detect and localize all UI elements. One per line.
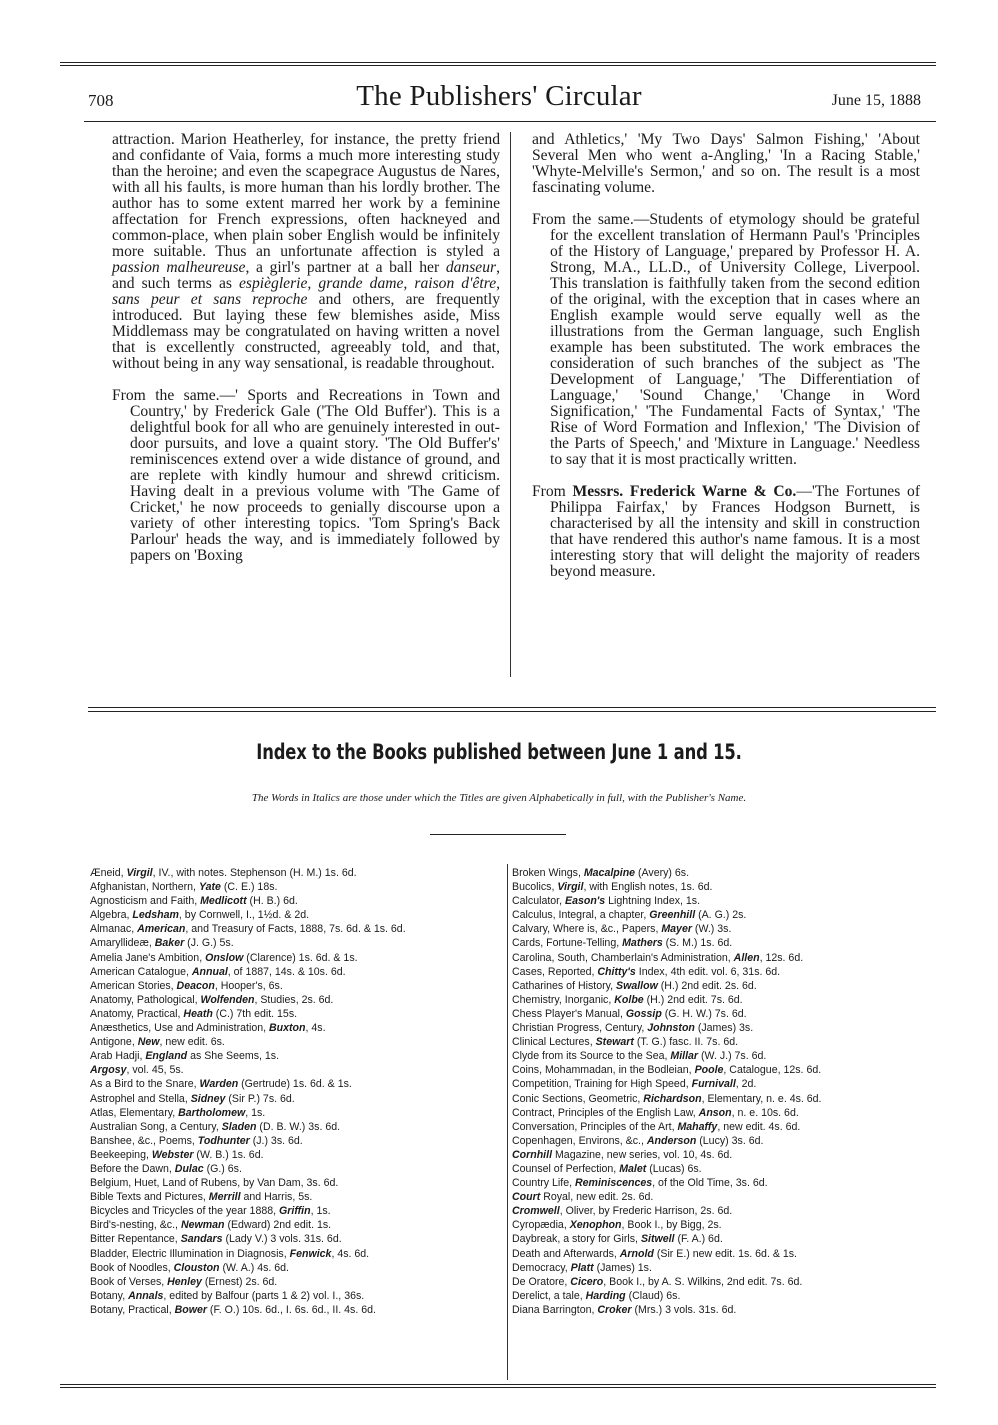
italic-term: Macalpine	[583, 867, 636, 879]
italic-term: Sladen	[221, 1120, 257, 1133]
index-entry	[512, 1134, 922, 1148]
italic-term: Anderson	[646, 1134, 697, 1147]
italic-term: Bartholomew	[178, 1106, 246, 1119]
index-entry	[512, 922, 922, 936]
text-run: Book of Noodles,	[90, 1261, 174, 1274]
text-run: (Lady V.) 3 vols. 31s. 6d.	[222, 1233, 342, 1246]
text-run: and Harris, 5s.	[240, 1191, 313, 1204]
italic-term: Allen	[733, 951, 760, 964]
review-paragraph	[112, 388, 500, 564]
text-run: (Claud) 6s.	[625, 1289, 681, 1302]
text-run: Cards, Fortune-Telling,	[512, 937, 623, 950]
text-run: Almanac,	[90, 923, 138, 936]
index-entry	[512, 979, 922, 993]
text-run: (T. G.) fasc. II. 7s. 6d.	[633, 1036, 739, 1049]
text-run: Before the Dawn,	[90, 1162, 175, 1175]
index-entry	[90, 1077, 500, 1091]
text-run: (G.) 6s.	[203, 1162, 242, 1175]
index-entry	[512, 1162, 922, 1176]
text-run: , 12s. 6d.	[759, 951, 804, 964]
index-entry	[512, 1148, 922, 1162]
italic-term: Dulac	[174, 1162, 204, 1175]
text-run: Anatomy, Practical,	[90, 1007, 184, 1020]
index-entry	[90, 1289, 500, 1303]
review-column-right	[532, 132, 920, 596]
text-run: Lightning Index, 1s.	[605, 895, 701, 908]
index-entry	[90, 1176, 500, 1190]
text-run: Anæsthetics, Use and Administration,	[90, 1022, 270, 1035]
text-run: , Hooper's, 6s.	[214, 979, 283, 992]
index-entry	[512, 880, 922, 894]
text-run: Bitter Repentance,	[90, 1233, 181, 1246]
text-run: (F. O.) 10s. 6d., I. 6s. 6d., II. 4s. 6d.	[206, 1303, 376, 1316]
text-run: , and Treasury of Facts, 1888, 7s. 6d. & 1s. 6d.	[185, 923, 406, 936]
text-run: (A. G.) 2s.	[695, 909, 747, 922]
italic-term: Cicero	[570, 1275, 604, 1288]
text-run: , new edit. 6s.	[159, 1036, 225, 1049]
text-run: Death and Afterwards,	[512, 1247, 620, 1260]
italic-term: Ledsham	[132, 909, 179, 922]
header-rule	[84, 121, 936, 122]
text-run: Astrophel and Stella,	[90, 1092, 191, 1105]
italic-term: Gossip	[625, 1007, 662, 1020]
index-title-rule	[430, 834, 566, 835]
text-run: Index, 4th edit. vol. 6, 31s. 6d.	[635, 965, 781, 978]
text-run: Agnosticism and Faith,	[90, 895, 201, 908]
text-run: Clinical Lectures,	[512, 1036, 596, 1049]
index-entry	[512, 1077, 922, 1091]
text-run: , new edit. 4s. 6d.	[717, 1120, 801, 1133]
index-entry	[90, 1303, 500, 1317]
index-entry	[90, 936, 500, 950]
text-run: (Sir P.) 7s. 6d.	[225, 1092, 295, 1105]
text-run: (Edward) 2nd edit. 1s.	[224, 1219, 332, 1232]
text-run: Amelia Jane's Ambition,	[90, 951, 206, 964]
index-entry	[512, 1275, 922, 1289]
index-entry	[90, 1218, 500, 1232]
text-run: Bicycles and Tricycles of the year 1888,	[90, 1205, 280, 1218]
text-run: As a Bird to the Snare,	[90, 1078, 200, 1091]
text-run: (Ernest) 2s. 6d.	[201, 1275, 278, 1288]
index-entry	[90, 1261, 500, 1275]
text-run: (S. M.) 1s. 6d.	[662, 937, 733, 950]
index-entry	[90, 922, 500, 936]
review-paragraph	[532, 132, 920, 196]
text-run: , Studies, 2s. 6d.	[254, 993, 334, 1006]
text-run: Coins, Mohammadan, in the Bodleian,	[512, 1064, 695, 1077]
text-run: Contract, Principles of the English Law,	[512, 1106, 699, 1119]
review-column-left	[112, 132, 500, 580]
index-entry	[512, 965, 922, 979]
italic-term: Sandars	[180, 1233, 223, 1246]
italic-term: Fenwick	[289, 1247, 332, 1260]
index-entry	[512, 1204, 922, 1218]
text-run: (Gertrude) 1s. 6d. & 1s.	[238, 1078, 352, 1091]
text-run: Competition, Training for High Speed,	[512, 1078, 692, 1091]
italic-term: Cromwell	[512, 1205, 560, 1218]
text-run: Cyropædia,	[512, 1219, 570, 1232]
italic-term: Kolbe	[614, 993, 644, 1006]
text-run: and Athletics,' 'My Two Days' Salmon Fishing,' 'About Several Men who went a-Angling,' 'In a Racing Stable,' 'Whyte-Melville's Sermon,' and so on. The result is a most fascinating volume.	[532, 131, 920, 196]
text-run: Botany, Practical,	[90, 1303, 175, 1316]
italic-term: Buxton	[269, 1022, 306, 1035]
italic-term: Johnston	[647, 1022, 695, 1035]
text-run: , 1s.	[310, 1205, 331, 1218]
index-entry	[512, 951, 922, 965]
index-entry	[512, 1007, 922, 1021]
section-rule-2	[88, 711, 936, 712]
page-number: 708	[88, 91, 114, 110]
text-run: (F. A.) 6d.	[674, 1233, 723, 1246]
italic-term: New	[137, 1036, 160, 1049]
text-run: Conversation, Principles of the Art,	[512, 1120, 678, 1133]
text-run: Bladder, Electric Illumination in Diagnosis,	[90, 1247, 290, 1260]
index-entry	[90, 1120, 500, 1134]
text-run: Bucolics,	[512, 881, 558, 894]
text-run: —'The Fortunes of Philippa Fairfax,' by Frances Hodgson Burnett, is characterised by all the intensity and skill in construction that have rendered this author's name famous. It is a most interesting story that will delight the majority of readers beyond measure.	[550, 483, 921, 580]
italic-term: Xenophon	[569, 1219, 622, 1232]
text-run: Catharines of History,	[512, 979, 617, 992]
index-entry	[512, 1218, 922, 1232]
text-run: Cases, Reported,	[512, 965, 598, 978]
italic-term: Newman	[180, 1219, 225, 1232]
bottom-border-rule-inner	[60, 1387, 936, 1388]
page-date: June 15, 1888	[831, 92, 921, 109]
text-run: , a girl's partner at a ball her	[245, 259, 446, 276]
italic-term: Stewart	[595, 1036, 634, 1049]
text-run: Chess Player's Manual,	[512, 1007, 626, 1020]
italic-term: Harding	[585, 1289, 626, 1302]
text-run: Anatomy, Pathological,	[90, 993, 201, 1006]
text-run: (D. B. W.) 3s. 6d.	[256, 1120, 341, 1133]
text-run: (Clarence) 1s. 6d. & 1s.	[243, 951, 358, 964]
text-run: , Book I., by Bigg, 2s.	[621, 1219, 722, 1232]
text-run: Magazine, new series, vol. 10, 4s. 6d.	[552, 1148, 733, 1161]
italic-term: England	[145, 1050, 188, 1063]
text-run: Carolina, South, Chamberlain's Administration,	[512, 951, 734, 964]
text-run: Clyde from its Source to the Sea,	[512, 1050, 671, 1063]
text-run: , 1s.	[245, 1106, 266, 1119]
text-run: From	[532, 483, 573, 500]
text-run: , of the Old Time, 3s. 6d.	[652, 1177, 768, 1190]
text-run: Royal, new edit. 2s. 6d.	[540, 1191, 654, 1204]
text-run: Atlas, Elementary,	[90, 1106, 179, 1119]
index-entry	[90, 1148, 500, 1162]
text-run: Botany,	[90, 1289, 129, 1302]
italic-term: Todhunter	[197, 1134, 250, 1147]
text-run: De Oratore,	[512, 1275, 571, 1288]
section-rule-1	[88, 707, 936, 708]
text-run: (James) 1s.	[593, 1261, 652, 1274]
index-entry	[90, 1007, 500, 1021]
index-entry	[90, 1063, 500, 1077]
index-entry	[512, 1063, 922, 1077]
text-run: Country Life,	[512, 1177, 576, 1190]
text-run: Banshee, &c., Poems,	[90, 1134, 198, 1147]
italic-term: Mahaffy	[677, 1120, 718, 1133]
italic-term: Clouston	[173, 1261, 220, 1274]
text-run: American Catalogue,	[90, 965, 192, 978]
italic-term: Croker	[597, 1303, 632, 1316]
italic-term: Onslow	[205, 951, 244, 964]
index-entry	[90, 1106, 500, 1120]
index-entry	[512, 1092, 922, 1106]
bottom-border-rule	[60, 1384, 936, 1385]
text-run: , 2d.	[735, 1078, 757, 1091]
text-run: as She Seems, 1s.	[187, 1050, 280, 1063]
text-run: , 4s.	[305, 1022, 326, 1035]
text-run: Amaryllideæ,	[90, 937, 155, 950]
italic-term: Baker	[154, 937, 185, 950]
text-run: (H.) 2nd edit. 7s. 6d.	[643, 993, 743, 1006]
text-run: Christian Progress, Century,	[512, 1022, 648, 1035]
index-entry	[512, 1232, 922, 1246]
index-entry	[90, 1190, 500, 1204]
text-run: Calvary, Where is, &c., Papers,	[512, 923, 662, 936]
italic-term: Virgil	[126, 867, 153, 879]
text-run: Conic Sections, Geometric,	[512, 1092, 644, 1105]
column-divider	[510, 132, 511, 677]
index-column-left	[90, 866, 500, 1317]
italic-term: Bower	[174, 1303, 207, 1316]
text-run: Arab Hadji,	[90, 1050, 146, 1063]
index-column-right	[512, 866, 922, 1317]
text-run: Calculus, Integral, a chapter,	[512, 909, 650, 922]
text-run: (W. J.) 7s. 6d.	[698, 1050, 767, 1063]
italic-term: Webster	[151, 1148, 194, 1161]
text-run: , IV., with notes. Stephenson (H. M.) 1s. 6d.	[152, 867, 357, 879]
italic-term: Griffin	[279, 1205, 311, 1218]
italic-term: Merrill	[208, 1191, 241, 1204]
italic-term: American	[137, 923, 186, 936]
text-run: , 4s. 6d.	[331, 1247, 370, 1260]
text-run: Australian Song, a Century,	[90, 1120, 222, 1133]
italic-term: Chitty's	[597, 965, 636, 978]
text-run: Democracy,	[512, 1261, 571, 1274]
italic-term: passion malheureuse	[112, 259, 246, 276]
text-run: Bird's-nesting, &c.,	[90, 1219, 181, 1232]
index-entry	[90, 880, 500, 894]
italic-term: Court	[512, 1191, 541, 1204]
text-run: and others, are frequently introduced. But laying these few blemishes aside, Miss Middlemass may be congratulated on having written a novel that is excellently constructed, agreeably told, and that, without being in any way sensational, is readable throughout.	[112, 291, 501, 372]
text-run: , Elementary, n. e. 4s. 6d.	[701, 1092, 822, 1105]
italic-term: Millar	[670, 1050, 699, 1063]
index-entry	[512, 1247, 922, 1261]
italic-term: Furnivall	[691, 1078, 736, 1091]
index-entry	[512, 1190, 922, 1204]
text-run: attraction. Marion Heatherley, for instance, the pretty friend and confidante of Vaia, forms a much more interesting study than the heroine; and even the scapegrace Augustus de Nares, with all his faults, is more human than his lordly brother. The author has to some extent marred her work by a feminine affectation for French expressions, often hackneyed and common-place, when plain sober English would be infinitely more suitable. Thus an unfortunate affection is styled a	[112, 131, 500, 260]
index-entry	[90, 1134, 500, 1148]
italic-term: Deacon	[176, 979, 215, 992]
text-run: (H.) 2nd edit. 2s. 6d.	[657, 979, 757, 992]
italic-term: Platt	[570, 1261, 594, 1274]
italic-term: Greenhill	[649, 909, 696, 922]
index-entry	[512, 908, 922, 922]
italic-term: espièglerie, grande dame, raison d'être, sans peur et sans reproche	[112, 275, 501, 308]
text-run: Diana Barrington,	[512, 1303, 598, 1316]
italic-term: Anson	[698, 1106, 732, 1119]
text-run: Broken Wings,	[512, 867, 584, 879]
text-run: Chemistry, Inorganic,	[512, 993, 615, 1006]
index-entry	[90, 1275, 500, 1289]
text-run: (G. H. W.) 7s. 6d.	[661, 1007, 747, 1020]
text-run: (Mrs.) 3 vols. 31s. 6d.	[631, 1303, 737, 1316]
italic-term: Henley	[167, 1275, 202, 1288]
italic-term: Poole	[694, 1064, 724, 1077]
text-run: (James) 3s.	[694, 1022, 754, 1035]
review-paragraph	[532, 212, 920, 468]
text-run: , of 1887, 14s. & 10s. 6d.	[227, 965, 346, 978]
index-entry	[512, 936, 922, 950]
top-border-rule	[60, 62, 936, 63]
index-entry	[512, 1035, 922, 1049]
index-entry	[512, 1176, 922, 1190]
text-run: (Sir E.) new edit. 1s. 6d. & 1s.	[653, 1247, 797, 1260]
text-run: , and such terms as	[112, 259, 500, 292]
text-run: (W.) 3s.	[691, 923, 732, 936]
italic-term: Mayer	[661, 923, 692, 936]
text-run: (W. B.) 1s. 6d.	[193, 1148, 264, 1161]
text-run: Antigone,	[90, 1036, 138, 1049]
index-entry	[512, 1120, 922, 1134]
text-run: (W. A.) 4s. 6d.	[219, 1261, 290, 1274]
italic-term: Wolfenden	[200, 993, 255, 1006]
index-entry	[512, 894, 922, 908]
index-entry	[90, 965, 500, 979]
index-entry	[512, 1021, 922, 1035]
index-entry	[90, 993, 500, 1007]
text-run: Algebra,	[90, 909, 133, 922]
text-run: , Oliver, by Frederic Harrison, 2s. 6d.	[559, 1205, 733, 1218]
index-entry	[512, 1261, 922, 1275]
italic-term: Sidney	[190, 1092, 226, 1105]
index-entry	[512, 1049, 922, 1063]
italic-term: Virgil	[557, 881, 584, 894]
text-run: , edited by Balfour (parts 1 & 2) vol. I., 36s.	[163, 1289, 365, 1302]
text-run: (H. B.) 6d.	[246, 895, 298, 908]
index-entry	[90, 1162, 500, 1176]
top-border-rule-inner	[60, 65, 936, 66]
index-entry	[90, 1049, 500, 1063]
index-entry	[90, 908, 500, 922]
index-entry	[512, 1289, 922, 1303]
text-run: From the same.—' Sports and Recreations in Town and Country,' by Frederick Gale ('The Old Buffer'). This is a delightful book for all who are genuinely interested in out-door pursuits, and love a quaint story. 'The Old Buffer's' reminiscences extend over a wide distance of ground, and are replete with kindly humour and shrewd criticism. Having dealt in a previous volume with 'The Game of Cricket,' he now proceeds to genially discourse upon a variety of other interesting topics. 'Tom Spring's Back Parlour' heads the way, and is immediately followed by papers on 'Boxing	[112, 387, 500, 564]
italic-term: Warden	[199, 1078, 239, 1091]
text-run: Copenhagen, Environs, &c.,	[512, 1134, 647, 1147]
text-run: (C. E.) 18s.	[220, 881, 278, 894]
index-entry	[512, 866, 922, 880]
text-run: Beekeeping,	[90, 1148, 152, 1161]
italic-term: Yate	[198, 881, 221, 894]
text-run: (J.) 3s. 6d.	[249, 1134, 303, 1147]
italic-term: Richardson	[643, 1092, 702, 1105]
italic-term: Reminiscences	[575, 1177, 653, 1190]
text-run: Bible Texts and Pictures,	[90, 1191, 209, 1204]
text-run: (Avery) 6s.	[635, 867, 690, 879]
text-run: Daybreak, a story for Girls,	[512, 1233, 641, 1246]
index-entry	[90, 866, 500, 880]
index-entry	[90, 1232, 500, 1246]
index-column-divider	[507, 864, 508, 1380]
text-run: , Book I., by A. S. Wilkins, 2nd edit. 7s. 6d.	[603, 1275, 803, 1288]
index-entry	[90, 894, 500, 908]
text-run: Counsel of Perfection,	[512, 1162, 620, 1175]
index-entry	[90, 1247, 500, 1261]
index-entry	[512, 1303, 922, 1317]
index-entry	[90, 979, 500, 993]
italic-term: Medlicott	[200, 895, 247, 908]
text-run: , vol. 45, 5s.	[126, 1064, 184, 1077]
italic-term: Cornhill	[512, 1148, 553, 1161]
page-title: The Publishers' Circular	[356, 80, 642, 112]
text-run: Derelict, a tale,	[512, 1289, 586, 1302]
text-run: Æneid,	[90, 867, 127, 879]
review-paragraph	[112, 132, 500, 372]
index-title: Index to the Books published between June 1 and 15.	[256, 740, 742, 764]
italic-term: Sitwell	[640, 1233, 675, 1246]
text-run: From the same.—Students of etymology should be grateful for the excellent translation of Hermann Paul's 'Principles of the History of Language,' prepared by Professor H. A. Strong, M.A., LL.D., of University College, Liverpool. This translation is faithfully taken from the second edition of the original, with the exception that in cases where an English example would serve equally well as the illustrations from the German language, such English example has been substituted. The work embraces the consideration of such branches of the subject as 'The Development of Language,' 'The Differentiation of Language,' 'Sound Change,' 'Change in Word Signification,' 'The Fundamental Facts of Syntax,' 'The Rise of Word Formation and Inflexion,' 'The Division of the Parts of Speech,' and 'Mixture in Language.' Needless to say that it is most practically written.	[532, 211, 920, 468]
text-run: Book of Verses,	[90, 1275, 168, 1288]
italic-term: Malet	[619, 1162, 647, 1175]
index-entry	[90, 1021, 500, 1035]
bold-term: Messrs. Frederick Warne & Co.	[572, 483, 797, 500]
text-run: , with English notes, 1s. 6d.	[583, 881, 713, 894]
text-run: (Lucy) 3s. 6d.	[696, 1134, 764, 1147]
text-run: , by Cornwell, I., 1½d. & 2d.	[178, 909, 310, 922]
text-run: Afghanistan, Northern,	[90, 881, 199, 894]
text-run: American Stories,	[90, 979, 177, 992]
italic-term: Argosy	[90, 1064, 127, 1077]
italic-term: Arnold	[619, 1247, 654, 1260]
italic-term: danseur	[445, 259, 497, 276]
index-entry	[90, 951, 500, 965]
text-run: Belgium, Huet, Land of Rubens, by Van Dam, 3s. 6d.	[90, 1177, 339, 1190]
text-run: (J. G.) 5s.	[184, 937, 234, 950]
text-run: (C.) 7th edit. 15s.	[212, 1007, 298, 1020]
italic-term: Annals	[128, 1289, 164, 1302]
index-entry	[90, 1035, 500, 1049]
review-paragraph	[532, 484, 920, 580]
italic-term: Mathers	[622, 937, 663, 950]
index-entry	[90, 1092, 500, 1106]
index-subtitle: The Words in Italics are those under which the Titles are given Alphabetically in full, with the Publisher's Name.	[251, 792, 747, 804]
italic-term: Eason's	[565, 895, 606, 908]
italic-term: Heath	[183, 1007, 213, 1020]
text-run: Calculator,	[512, 895, 565, 908]
italic-term: Swallow	[616, 979, 658, 992]
index-entry	[512, 993, 922, 1007]
text-run: , Catalogue, 12s. 6d.	[723, 1064, 822, 1077]
italic-term: Annual	[191, 965, 228, 978]
text-run: (Lucas) 6s.	[646, 1162, 702, 1175]
index-entry	[90, 1204, 500, 1218]
index-entry	[512, 1106, 922, 1120]
text-run: , n. e. 10s. 6d.	[731, 1106, 799, 1119]
